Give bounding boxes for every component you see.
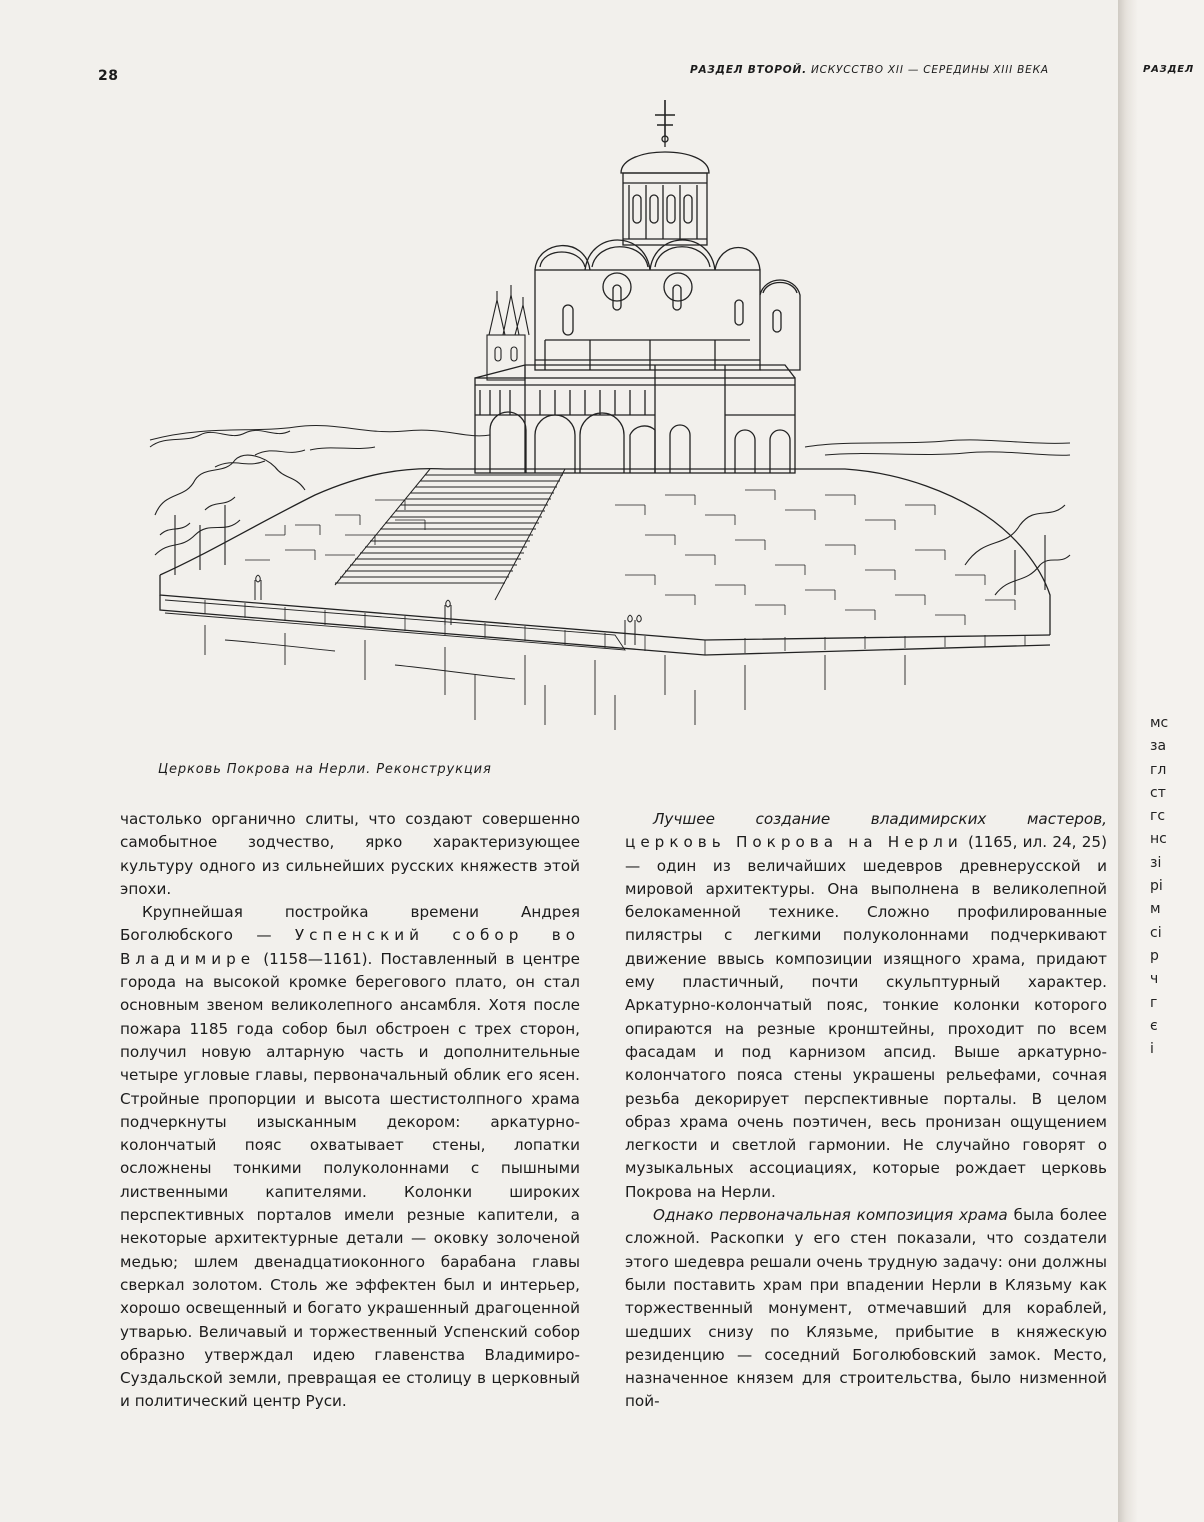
paragraph bbox=[120, 901, 580, 1414]
text-column-left bbox=[120, 808, 580, 1414]
grand-staircase bbox=[335, 469, 565, 600]
running-header bbox=[690, 64, 1115, 76]
paragraph-text: (1165, ил. 24, 25) — один из величайших шедевров древнерусской и мировой архитектуры. Она выполнена в великолепной белокаменной технике. Сложно профилированные пилястры с легкими полуколоннами подчеркивают движение ввысь композиции изящного храма, придают ему пластичный, почти скульптурный характер. Аркатурно-колончатый пояс, тонкие колонки которого опираются на резные кронштейны, проходит по всем фасадам и под карнизом апсид. Выше аркатурно-колончатого пояса стены украшены рельефами, сочная резьба декорирует перспективные порталы. В целом образ храма очень поэтичен, весь пронизан ощущением легкости и светлой гармонии. Не случайно говорят о музыкальных ассоциациях, которые рождает церковь Покрова на Нерли. bbox=[625, 833, 1108, 1201]
margin-fragment: м bbox=[1150, 901, 1161, 918]
distant-landscape bbox=[150, 425, 1070, 467]
church-body bbox=[535, 240, 760, 370]
margin-fragment: гс bbox=[1150, 808, 1166, 825]
margin-fragment: за bbox=[1150, 738, 1167, 755]
paragraph: частолько органично слиты, что создают совершенно самобытное зодчество, ярко характеризующее культуру одного из сильнейших русских княжеств этой эпохи. bbox=[120, 810, 580, 898]
text-column-right bbox=[625, 808, 1107, 1414]
church-illustration bbox=[145, 95, 1075, 735]
church-gallery bbox=[475, 365, 795, 473]
italic-lead: Однако первоначальная композиция храма bbox=[653, 1206, 1008, 1225]
shrubs-right bbox=[965, 505, 1070, 595]
spaced-emphasis: Успенский собор во Владимире bbox=[120, 926, 580, 968]
next-page-header: РАЗДЕЛ bbox=[1143, 64, 1195, 75]
paragraph bbox=[625, 1204, 1107, 1414]
italic-lead: Лучшее создание владимирских мастеров, bbox=[653, 810, 1107, 828]
margin-fragment: р bbox=[1150, 947, 1159, 964]
section-label: РАЗДЕЛ ВТОРОЙ. bbox=[690, 64, 807, 76]
hill-mound bbox=[160, 469, 1050, 655]
page-number: 28 bbox=[98, 68, 119, 84]
margin-fragment: гл bbox=[1150, 761, 1167, 778]
margin-fragment: ч bbox=[1150, 971, 1159, 988]
margin-fragment: ст bbox=[1150, 784, 1166, 801]
church-apses bbox=[760, 280, 800, 370]
drum-and-dome bbox=[621, 100, 709, 245]
margin-fragment: зі bbox=[1150, 854, 1162, 871]
next-page-margin-fragments bbox=[1150, 712, 1200, 1061]
paragraph-text: была более сложной. Раскопки у его стен показали, что создатели этого шедевра решали очень трудную задачу: они должны были поставить храм при впадении Нерли в Клязьму как торжественный монумент, отмечавший для кораблей, шедших снизу по Клязьме, прибытие в княжескую резиденцию — соседний Боголюбовский замок. Место, назначенное князем для строительства, было низменной пой- bbox=[625, 1206, 1107, 1411]
paragraph bbox=[625, 808, 1107, 1204]
figure-caption: Церковь Покрова на Нерли. Реконструкция bbox=[158, 762, 492, 777]
paragraph-text: Крупнейшая постройка времени Андрея Боголюбского — bbox=[120, 903, 580, 945]
margin-fragment: сі bbox=[1150, 924, 1162, 941]
paragraph-text: (1158—1161). Поставленный в центре города на высокой кромке берегового плато, он стал основным звеном великолепного ансамбля. Хотя после пожара 1185 года собор был обстроен с трех сторон, получил новую алтарную часть и дополнительные четыре угловые главы, первоначальный облик его ясен. Стройные пропорции и высота шестистолпного храма подчеркнуты изысканным декором: аркатурно-колончатый пояс охватывает стены, лопатки осложнены тонкими полуколоннами с пышными лиственными капителями. Колонки широких перспективных порталов имели резные капители, а некоторые архитектурные детали — оковку золоченой медью; шлем двенадцатиоконного барабана главы сверкал золотом. Столь же эффектен был и интерьер, хорошо освещенный и богато украшенный драгоценной утварью. Величавый и торжественный Успенский собор образно утверждал идею главенства Владимиро-Суздальской земли, превращая ее столицу в церковный и политический центр Руси. bbox=[120, 949, 580, 1411]
figures bbox=[255, 575, 641, 645]
shrubs-left bbox=[155, 455, 305, 575]
margin-fragment: рі bbox=[1150, 878, 1163, 895]
section-title: ИСКУССТВО XII — СЕРЕДИНЫ XIII ВЕКА bbox=[811, 64, 1049, 76]
margin-fragment: г bbox=[1150, 994, 1158, 1011]
margin-fragment: і bbox=[1150, 1041, 1154, 1058]
margin-fragment: є bbox=[1150, 1017, 1158, 1034]
margin-fragment: мс bbox=[1150, 715, 1169, 731]
margin-fragment: нс bbox=[1150, 831, 1167, 848]
spaced-emphasis: церковь Покрова на Нерли bbox=[625, 833, 963, 852]
